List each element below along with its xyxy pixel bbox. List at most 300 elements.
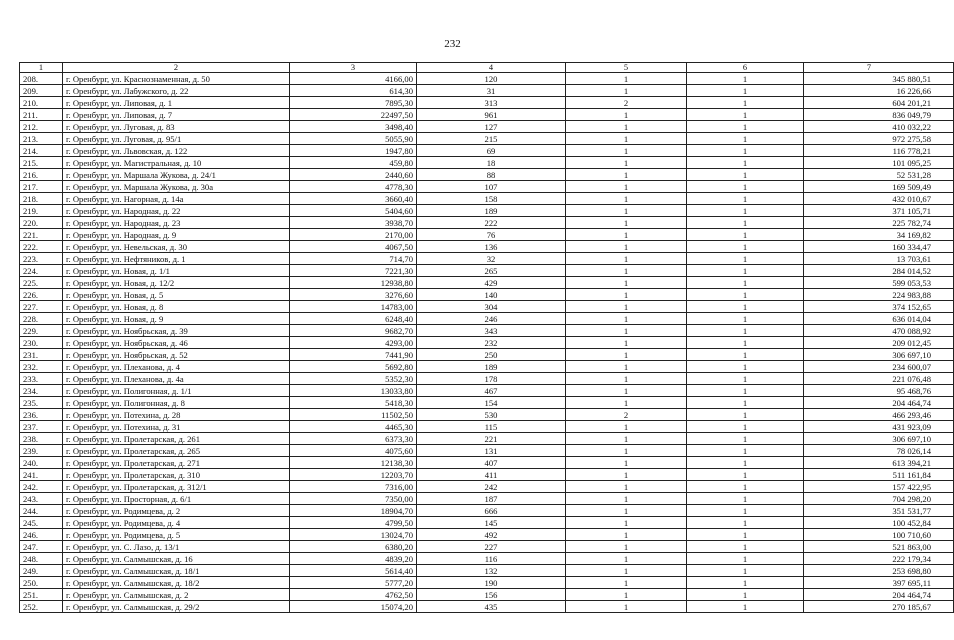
cell-value-6: 1 xyxy=(687,253,804,265)
cell-address: г. Оренбург, ул. Ноябрьская, д. 52 xyxy=(63,349,290,361)
cell-residents-count: 227 xyxy=(417,541,566,553)
cell-address: г. Оренбург, ул. Потехина, д. 31 xyxy=(63,421,290,433)
cell-address: г. Оренбург, ул. Полигонная, д. 1/1 xyxy=(63,385,290,397)
cell-amount: 432 010,67 xyxy=(804,193,954,205)
cell-residents-count: 18 xyxy=(417,157,566,169)
table-row xyxy=(20,445,954,457)
cell-residents-count: 136 xyxy=(417,241,566,253)
cell-value-6: 1 xyxy=(687,505,804,517)
cell-address: г. Оренбург, ул. Народная, д. 9 xyxy=(63,229,290,241)
cell-total-area: 5692,80 xyxy=(290,361,417,373)
cell-value-6: 1 xyxy=(687,601,804,613)
cell-total-area: 6380,20 xyxy=(290,541,417,553)
cell-value-5: 1 xyxy=(566,325,687,337)
cell-address: г. Оренбург, ул. Просторная, д. 6/1 xyxy=(63,493,290,505)
cell-row-number: 228. xyxy=(20,313,63,325)
cell-residents-count: 250 xyxy=(417,349,566,361)
cell-value-6: 1 xyxy=(687,385,804,397)
cell-amount: 157 422,95 xyxy=(804,481,954,493)
cell-value-6: 1 xyxy=(687,205,804,217)
table-row xyxy=(20,373,954,385)
cell-row-number: 250. xyxy=(20,577,63,589)
cell-residents-count: 31 xyxy=(417,85,566,97)
cell-total-area: 3276,60 xyxy=(290,289,417,301)
cell-residents-count: 116 xyxy=(417,553,566,565)
cell-total-area: 5614,40 xyxy=(290,565,417,577)
cell-row-number: 232. xyxy=(20,361,63,373)
cell-address: г. Оренбург, ул. Родимцева, д. 2 xyxy=(63,505,290,517)
cell-value-6: 1 xyxy=(687,541,804,553)
cell-residents-count: 265 xyxy=(417,265,566,277)
cell-value-5: 1 xyxy=(566,241,687,253)
cell-amount: 371 105,71 xyxy=(804,205,954,217)
table-header xyxy=(20,63,954,73)
cell-total-area: 3938,70 xyxy=(290,217,417,229)
cell-value-5: 1 xyxy=(566,505,687,517)
cell-value-6: 1 xyxy=(687,277,804,289)
cell-total-area: 5352,30 xyxy=(290,373,417,385)
cell-value-5: 2 xyxy=(566,409,687,421)
cell-total-area: 4839,20 xyxy=(290,553,417,565)
cell-value-6: 1 xyxy=(687,469,804,481)
cell-value-5: 1 xyxy=(566,577,687,589)
cell-residents-count: 343 xyxy=(417,325,566,337)
table-row xyxy=(20,301,954,313)
table-row xyxy=(20,217,954,229)
cell-address: г. Оренбург, ул. Нефтяников, д. 1 xyxy=(63,253,290,265)
cell-amount: 306 697,10 xyxy=(804,349,954,361)
cell-address: г. Оренбург, ул. Луговая, д. 95/1 xyxy=(63,133,290,145)
cell-value-6: 1 xyxy=(687,361,804,373)
cell-residents-count: 115 xyxy=(417,421,566,433)
cell-total-area: 1947,80 xyxy=(290,145,417,157)
cell-amount: 204 464,74 xyxy=(804,397,954,409)
cell-value-5: 1 xyxy=(566,157,687,169)
cell-value-5: 1 xyxy=(566,205,687,217)
cell-amount: 613 394,21 xyxy=(804,457,954,469)
cell-residents-count: 107 xyxy=(417,181,566,193)
cell-value-6: 1 xyxy=(687,589,804,601)
cell-address: г. Оренбург, ул. С. Лазо, д. 13/1 xyxy=(63,541,290,553)
cell-address: г. Оренбург, ул. Потехина, д. 28 xyxy=(63,409,290,421)
cell-total-area: 2440,60 xyxy=(290,169,417,181)
cell-value-6: 1 xyxy=(687,445,804,457)
cell-row-number: 215. xyxy=(20,157,63,169)
cell-value-6: 1 xyxy=(687,133,804,145)
cell-total-area: 4799,50 xyxy=(290,517,417,529)
cell-value-5: 1 xyxy=(566,277,687,289)
cell-value-5: 1 xyxy=(566,589,687,601)
cell-value-6: 1 xyxy=(687,325,804,337)
cell-row-number: 230. xyxy=(20,337,63,349)
cell-amount: 374 152,65 xyxy=(804,301,954,313)
cell-amount: 270 185,67 xyxy=(804,601,954,613)
cell-row-number: 214. xyxy=(20,145,63,157)
cell-value-6: 1 xyxy=(687,397,804,409)
cell-value-6: 1 xyxy=(687,229,804,241)
cell-address: г. Оренбург, ул. Лабужского, д. 22 xyxy=(63,85,290,97)
cell-value-5: 1 xyxy=(566,109,687,121)
cell-value-6: 1 xyxy=(687,313,804,325)
cell-residents-count: 120 xyxy=(417,73,566,85)
cell-amount: 410 032,22 xyxy=(804,121,954,133)
cell-residents-count: 190 xyxy=(417,577,566,589)
cell-residents-count: 304 xyxy=(417,301,566,313)
table-row xyxy=(20,553,954,565)
cell-value-5: 1 xyxy=(566,601,687,613)
cell-value-5: 1 xyxy=(566,385,687,397)
cell-address: г. Оренбург, ул. Пролетарская, д. 312/1 xyxy=(63,481,290,493)
cell-row-number: 234. xyxy=(20,385,63,397)
cell-address: г. Оренбург, ул. Маршала Жукова, д. 30а xyxy=(63,181,290,193)
table-row xyxy=(20,349,954,361)
cell-address: г. Оренбург, ул. Родимцева, д. 5 xyxy=(63,529,290,541)
cell-row-number: 216. xyxy=(20,169,63,181)
cell-row-number: 238. xyxy=(20,433,63,445)
cell-row-number: 235. xyxy=(20,397,63,409)
cell-total-area: 12138,30 xyxy=(290,457,417,469)
cell-residents-count: 411 xyxy=(417,469,566,481)
cell-amount: 345 880,51 xyxy=(804,73,954,85)
cell-value-6: 1 xyxy=(687,193,804,205)
cell-row-number: 236. xyxy=(20,409,63,421)
cell-row-number: 213. xyxy=(20,133,63,145)
cell-address: г. Оренбург, ул. Краснознаменная, д. 50 xyxy=(63,73,290,85)
cell-value-6: 1 xyxy=(687,553,804,565)
table-row xyxy=(20,277,954,289)
cell-row-number: 239. xyxy=(20,445,63,457)
table-row xyxy=(20,481,954,493)
cell-value-5: 1 xyxy=(566,397,687,409)
cell-amount: 636 014,04 xyxy=(804,313,954,325)
cell-amount: 397 695,11 xyxy=(804,577,954,589)
cell-amount: 52 531,28 xyxy=(804,169,954,181)
cell-residents-count: 221 xyxy=(417,433,566,445)
table-row xyxy=(20,589,954,601)
cell-value-5: 1 xyxy=(566,481,687,493)
table-row xyxy=(20,409,954,421)
cell-row-number: 227. xyxy=(20,301,63,313)
cell-address: г. Оренбург, ул. Полигонная, д. 8 xyxy=(63,397,290,409)
housing-registry-table xyxy=(19,62,954,613)
cell-value-6: 1 xyxy=(687,97,804,109)
table-row xyxy=(20,109,954,121)
cell-row-number: 248. xyxy=(20,553,63,565)
cell-total-area: 7221,30 xyxy=(290,265,417,277)
cell-address: г. Оренбург, ул. Луговая, д. 83 xyxy=(63,121,290,133)
cell-address: г. Оренбург, ул. Нагорная, д. 14а xyxy=(63,193,290,205)
cell-total-area: 4067,50 xyxy=(290,241,417,253)
table-row xyxy=(20,493,954,505)
cell-value-5: 1 xyxy=(566,457,687,469)
table-row xyxy=(20,265,954,277)
cell-residents-count: 145 xyxy=(417,517,566,529)
cell-row-number: 223. xyxy=(20,253,63,265)
header-row xyxy=(20,63,954,73)
cell-residents-count: 189 xyxy=(417,205,566,217)
cell-address: г. Оренбург, ул. Новая, д. 12/2 xyxy=(63,277,290,289)
cell-value-5: 1 xyxy=(566,517,687,529)
cell-amount: 209 012,45 xyxy=(804,337,954,349)
cell-value-6: 1 xyxy=(687,73,804,85)
cell-value-5: 1 xyxy=(566,361,687,373)
cell-value-5: 1 xyxy=(566,349,687,361)
cell-amount: 221 076,48 xyxy=(804,373,954,385)
cell-residents-count: 429 xyxy=(417,277,566,289)
cell-value-6: 1 xyxy=(687,109,804,121)
cell-value-5: 1 xyxy=(566,193,687,205)
cell-row-number: 225. xyxy=(20,277,63,289)
cell-amount: 78 026,14 xyxy=(804,445,954,457)
cell-total-area: 4293,00 xyxy=(290,337,417,349)
table-row xyxy=(20,289,954,301)
cell-amount: 204 464,74 xyxy=(804,589,954,601)
cell-value-5: 1 xyxy=(566,433,687,445)
cell-residents-count: 232 xyxy=(417,337,566,349)
cell-total-area: 459,80 xyxy=(290,157,417,169)
column-header-1: 1 xyxy=(20,63,63,73)
cell-address: г. Оренбург, ул. Пролетарская, д. 265 xyxy=(63,445,290,457)
cell-total-area: 14783,00 xyxy=(290,301,417,313)
cell-value-6: 1 xyxy=(687,493,804,505)
table-row xyxy=(20,253,954,265)
cell-value-5: 1 xyxy=(566,553,687,565)
cell-value-6: 1 xyxy=(687,481,804,493)
cell-address: г. Оренбург, ул. Новая, д. 8 xyxy=(63,301,290,313)
cell-value-6: 1 xyxy=(687,157,804,169)
table-row xyxy=(20,121,954,133)
cell-row-number: 208. xyxy=(20,73,63,85)
cell-amount: 306 697,10 xyxy=(804,433,954,445)
cell-total-area: 4778,30 xyxy=(290,181,417,193)
cell-address: г. Оренбург, ул. Народная, д. 23 xyxy=(63,217,290,229)
table-row xyxy=(20,145,954,157)
table-row xyxy=(20,181,954,193)
cell-value-6: 1 xyxy=(687,337,804,349)
cell-total-area: 614,30 xyxy=(290,85,417,97)
cell-value-5: 1 xyxy=(566,541,687,553)
cell-residents-count: 140 xyxy=(417,289,566,301)
cell-value-6: 1 xyxy=(687,85,804,97)
cell-address: г. Оренбург, ул. Липовая, д. 7 xyxy=(63,109,290,121)
table-row xyxy=(20,229,954,241)
table-row xyxy=(20,541,954,553)
cell-address: г. Оренбург, ул. Львовская, д. 122 xyxy=(63,145,290,157)
table-row xyxy=(20,133,954,145)
cell-amount: 224 983,88 xyxy=(804,289,954,301)
cell-total-area: 4075,60 xyxy=(290,445,417,457)
cell-amount: 101 095,25 xyxy=(804,157,954,169)
table-row xyxy=(20,73,954,85)
cell-address: г. Оренбург, ул. Пролетарская, д. 261 xyxy=(63,433,290,445)
cell-value-6: 1 xyxy=(687,265,804,277)
cell-row-number: 221. xyxy=(20,229,63,241)
cell-total-area: 6373,30 xyxy=(290,433,417,445)
cell-value-6: 1 xyxy=(687,121,804,133)
cell-value-5: 1 xyxy=(566,529,687,541)
column-header-7: 7 xyxy=(804,63,954,73)
column-header-5: 5 xyxy=(566,63,687,73)
cell-amount: 836 049,79 xyxy=(804,109,954,121)
cell-row-number: 220. xyxy=(20,217,63,229)
cell-amount: 34 169,82 xyxy=(804,229,954,241)
table-row xyxy=(20,529,954,541)
cell-address: г. Оренбург, ул. Новая, д. 5 xyxy=(63,289,290,301)
cell-amount: 284 014,52 xyxy=(804,265,954,277)
cell-value-5: 1 xyxy=(566,373,687,385)
table-row xyxy=(20,469,954,481)
table-row xyxy=(20,157,954,169)
cell-amount: 234 600,07 xyxy=(804,361,954,373)
cell-row-number: 222. xyxy=(20,241,63,253)
cell-row-number: 244. xyxy=(20,505,63,517)
table-row xyxy=(20,97,954,109)
cell-amount: 604 201,21 xyxy=(804,97,954,109)
cell-amount: 470 088,92 xyxy=(804,325,954,337)
cell-value-6: 1 xyxy=(687,169,804,181)
cell-residents-count: 407 xyxy=(417,457,566,469)
cell-total-area: 12203,70 xyxy=(290,469,417,481)
cell-residents-count: 189 xyxy=(417,361,566,373)
cell-value-5: 1 xyxy=(566,73,687,85)
table-row xyxy=(20,337,954,349)
table-row xyxy=(20,385,954,397)
table-row xyxy=(20,601,954,613)
cell-row-number: 224. xyxy=(20,265,63,277)
cell-amount: 225 782,74 xyxy=(804,217,954,229)
cell-amount: 599 053,53 xyxy=(804,277,954,289)
cell-residents-count: 467 xyxy=(417,385,566,397)
cell-address: г. Оренбург, ул. Новая, д. 1/1 xyxy=(63,265,290,277)
cell-total-area: 5418,30 xyxy=(290,397,417,409)
cell-address: г. Оренбург, ул. Плеханова, д. 4а xyxy=(63,373,290,385)
cell-total-area: 4166,00 xyxy=(290,73,417,85)
cell-row-number: 240. xyxy=(20,457,63,469)
cell-address: г. Оренбург, ул. Ноябрьская, д. 46 xyxy=(63,337,290,349)
cell-value-6: 1 xyxy=(687,373,804,385)
cell-total-area: 7895,30 xyxy=(290,97,417,109)
cell-amount: 169 509,49 xyxy=(804,181,954,193)
cell-row-number: 212. xyxy=(20,121,63,133)
cell-value-5: 1 xyxy=(566,289,687,301)
cell-total-area: 12938,80 xyxy=(290,277,417,289)
cell-total-area: 5777,20 xyxy=(290,577,417,589)
table-row xyxy=(20,505,954,517)
table-row xyxy=(20,397,954,409)
cell-residents-count: 961 xyxy=(417,109,566,121)
cell-amount: 160 334,47 xyxy=(804,241,954,253)
cell-value-6: 1 xyxy=(687,349,804,361)
cell-value-5: 1 xyxy=(566,313,687,325)
cell-row-number: 229. xyxy=(20,325,63,337)
cell-amount: 351 531,77 xyxy=(804,505,954,517)
cell-residents-count: 88 xyxy=(417,169,566,181)
cell-address: г. Оренбург, ул. Родимцева, д. 4 xyxy=(63,517,290,529)
cell-value-6: 1 xyxy=(687,517,804,529)
cell-value-5: 1 xyxy=(566,421,687,433)
cell-total-area: 22497,50 xyxy=(290,109,417,121)
cell-row-number: 241. xyxy=(20,469,63,481)
cell-row-number: 217. xyxy=(20,181,63,193)
cell-residents-count: 222 xyxy=(417,217,566,229)
cell-value-6: 1 xyxy=(687,577,804,589)
cell-residents-count: 246 xyxy=(417,313,566,325)
cell-row-number: 209. xyxy=(20,85,63,97)
cell-value-5: 1 xyxy=(566,85,687,97)
cell-value-5: 1 xyxy=(566,469,687,481)
cell-row-number: 246. xyxy=(20,529,63,541)
cell-total-area: 4762,50 xyxy=(290,589,417,601)
table-row xyxy=(20,241,954,253)
cell-value-5: 1 xyxy=(566,121,687,133)
cell-residents-count: 666 xyxy=(417,505,566,517)
cell-address: г. Оренбург, ул. Салмышская, д. 18/2 xyxy=(63,577,290,589)
cell-row-number: 251. xyxy=(20,589,63,601)
column-header-3: 3 xyxy=(290,63,417,73)
cell-total-area: 2170,00 xyxy=(290,229,417,241)
cell-value-5: 1 xyxy=(566,301,687,313)
cell-address: г. Оренбург, ул. Магистральная, д. 10 xyxy=(63,157,290,169)
cell-address: г. Оренбург, ул. Салмышская, д. 2 xyxy=(63,589,290,601)
cell-residents-count: 435 xyxy=(417,601,566,613)
cell-residents-count: 76 xyxy=(417,229,566,241)
cell-amount: 100 710,60 xyxy=(804,529,954,541)
cell-value-5: 1 xyxy=(566,169,687,181)
cell-residents-count: 178 xyxy=(417,373,566,385)
cell-total-area: 6248,40 xyxy=(290,313,417,325)
column-header-6: 6 xyxy=(687,63,804,73)
table-row xyxy=(20,205,954,217)
cell-address: г. Оренбург, ул. Липовая, д. 1 xyxy=(63,97,290,109)
cell-total-area: 4465,30 xyxy=(290,421,417,433)
cell-amount: 116 778,21 xyxy=(804,145,954,157)
table-row xyxy=(20,517,954,529)
cell-value-5: 1 xyxy=(566,229,687,241)
cell-address: г. Оренбург, ул. Плеханова, д. 4 xyxy=(63,361,290,373)
cell-amount: 972 275,58 xyxy=(804,133,954,145)
cell-row-number: 218. xyxy=(20,193,63,205)
column-header-4: 4 xyxy=(417,63,566,73)
cell-row-number: 247. xyxy=(20,541,63,553)
cell-total-area: 15074,20 xyxy=(290,601,417,613)
cell-total-area: 5404,60 xyxy=(290,205,417,217)
cell-total-area: 714,70 xyxy=(290,253,417,265)
cell-value-6: 1 xyxy=(687,421,804,433)
cell-total-area: 3660,40 xyxy=(290,193,417,205)
table-row xyxy=(20,577,954,589)
table-row xyxy=(20,85,954,97)
table-row xyxy=(20,169,954,181)
cell-amount: 431 923,09 xyxy=(804,421,954,433)
cell-amount: 16 226,66 xyxy=(804,85,954,97)
cell-row-number: 245. xyxy=(20,517,63,529)
cell-value-5: 1 xyxy=(566,445,687,457)
cell-address: г. Оренбург, ул. Ноябрьская, д. 39 xyxy=(63,325,290,337)
cell-address: г. Оренбург, ул. Салмышская, д. 29/2 xyxy=(63,601,290,613)
cell-row-number: 242. xyxy=(20,481,63,493)
cell-total-area: 7316,00 xyxy=(290,481,417,493)
cell-row-number: 211. xyxy=(20,109,63,121)
cell-residents-count: 127 xyxy=(417,121,566,133)
cell-total-area: 7441,90 xyxy=(290,349,417,361)
table-row xyxy=(20,433,954,445)
table-row xyxy=(20,325,954,337)
cell-address: г. Оренбург, ул. Салмышская, д. 16 xyxy=(63,553,290,565)
cell-value-5: 1 xyxy=(566,565,687,577)
table-row xyxy=(20,421,954,433)
page-number: 232 xyxy=(444,38,461,50)
cell-row-number: 231. xyxy=(20,349,63,361)
